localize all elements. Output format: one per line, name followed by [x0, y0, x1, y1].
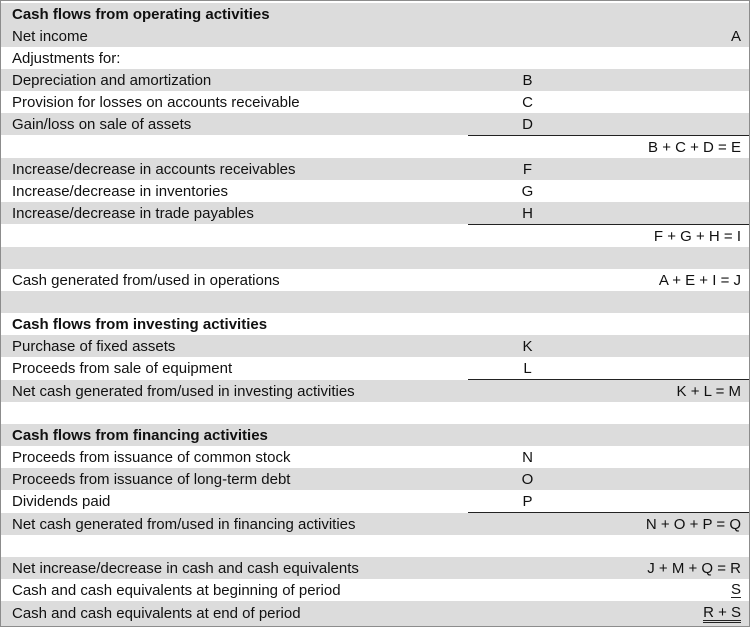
common-stock-label: Proceeds from issuance of common stock: [12, 448, 291, 466]
beginning-balance-value: S: [730, 581, 741, 598]
operating-heading-row: [1, 3, 749, 25]
spacer-row: [1, 291, 749, 313]
proceeds-equipment-label: Proceeds from sale of equipment: [12, 359, 233, 377]
depreciation-value: B: [522, 71, 533, 89]
ending-balance-value: R + S: [703, 603, 741, 621]
payables-value: H: [522, 204, 533, 222]
investing-heading: Cash flows from investing activities: [12, 315, 268, 333]
working-capital-subtotal-row: [1, 225, 749, 247]
beginning-balance-label: Cash and cash equivalents at beginning of period: [12, 581, 341, 599]
payables-label: Increase/decrease in trade payables: [12, 204, 254, 222]
receivables-label: Increase/decrease in accounts receivables: [12, 160, 296, 178]
common-stock-value: N: [522, 448, 533, 466]
cash-generated-row: [1, 269, 749, 291]
net-change-value: J + M + Q = R: [647, 559, 741, 577]
spacer-row: [1, 247, 749, 269]
receivables-row: [1, 158, 749, 180]
long-term-debt-row: [1, 468, 749, 490]
dividends-value: P: [522, 492, 533, 510]
financing-heading-row: [1, 424, 749, 446]
common-stock-row: [1, 446, 749, 468]
gain-loss-value: D: [522, 115, 533, 133]
investing-net-value: K + L = M: [676, 382, 741, 400]
net-change-row: [1, 557, 749, 579]
beginning-balance-value-wrap: [731, 579, 741, 601]
purchase-fixed-assets-row: [1, 335, 749, 357]
cash-generated-value: A + E + I = J: [658, 271, 741, 289]
financing-net-label: Net cash generated from/used in financing activities: [12, 515, 356, 533]
depreciation-label: Depreciation and amortization: [12, 71, 212, 89]
beginning-balance-row: [1, 579, 749, 601]
payables-row: [1, 202, 749, 224]
adjustments-subtotal-value: B + C + D = E: [648, 138, 741, 156]
net-income-label: Net income: [12, 27, 88, 45]
provision-row: [1, 91, 749, 113]
spacer-row: [1, 402, 749, 424]
net-income-value: A: [730, 27, 741, 45]
investing-net-row: [1, 380, 749, 402]
provision-value: C: [522, 93, 533, 111]
proceeds-equipment-row: [1, 357, 749, 379]
working-capital-subtotal-value: F + G + H = I: [653, 227, 741, 245]
gain-loss-label: Gain/loss on sale of assets: [12, 115, 192, 133]
net-change-label: Net increase/decrease in cash and cash equivalents: [12, 559, 359, 577]
financing-net-row: [1, 513, 749, 535]
operating-heading: Cash flows from operating activities: [12, 5, 270, 23]
ending-balance-label: Cash and cash equivalents at end of period: [12, 605, 301, 622]
purchase-fixed-assets-label: Purchase of fixed assets: [12, 337, 176, 355]
inventories-row: [1, 180, 749, 202]
adjustments-label: Adjustments for:: [12, 49, 121, 67]
purchase-fixed-assets-value: K: [522, 337, 533, 355]
dividends-label: Dividends paid: [12, 492, 111, 510]
dividends-row: [1, 490, 749, 512]
provision-label: Provision for losses on accounts receivable: [12, 93, 300, 111]
long-term-debt-label: Proceeds from issuance of long-term debt: [12, 470, 291, 488]
spacer-row: [1, 535, 749, 557]
investing-heading-row: [1, 313, 749, 335]
adjustments-subtotal-row: [1, 136, 749, 158]
inventories-value: G: [521, 182, 534, 200]
adjustments-row: [1, 47, 749, 69]
net-income-row: [1, 25, 749, 47]
ending-balance-value-wrap: [703, 601, 741, 626]
gain-loss-row: [1, 113, 749, 135]
financing-net-value: N + O + P = Q: [645, 515, 741, 533]
financing-heading: Cash flows from financing activities: [12, 426, 268, 444]
depreciation-row: [1, 69, 749, 91]
investing-net-label: Net cash generated from/used in investing activities: [12, 382, 355, 400]
proceeds-equipment-value: L: [523, 359, 532, 377]
inventories-label: Increase/decrease in inventories: [12, 182, 228, 200]
ending-balance-row: [1, 601, 749, 626]
long-term-debt-value: O: [521, 470, 534, 488]
cash-generated-label: Cash generated from/used in operations: [12, 271, 280, 289]
receivables-value: F: [522, 160, 533, 178]
